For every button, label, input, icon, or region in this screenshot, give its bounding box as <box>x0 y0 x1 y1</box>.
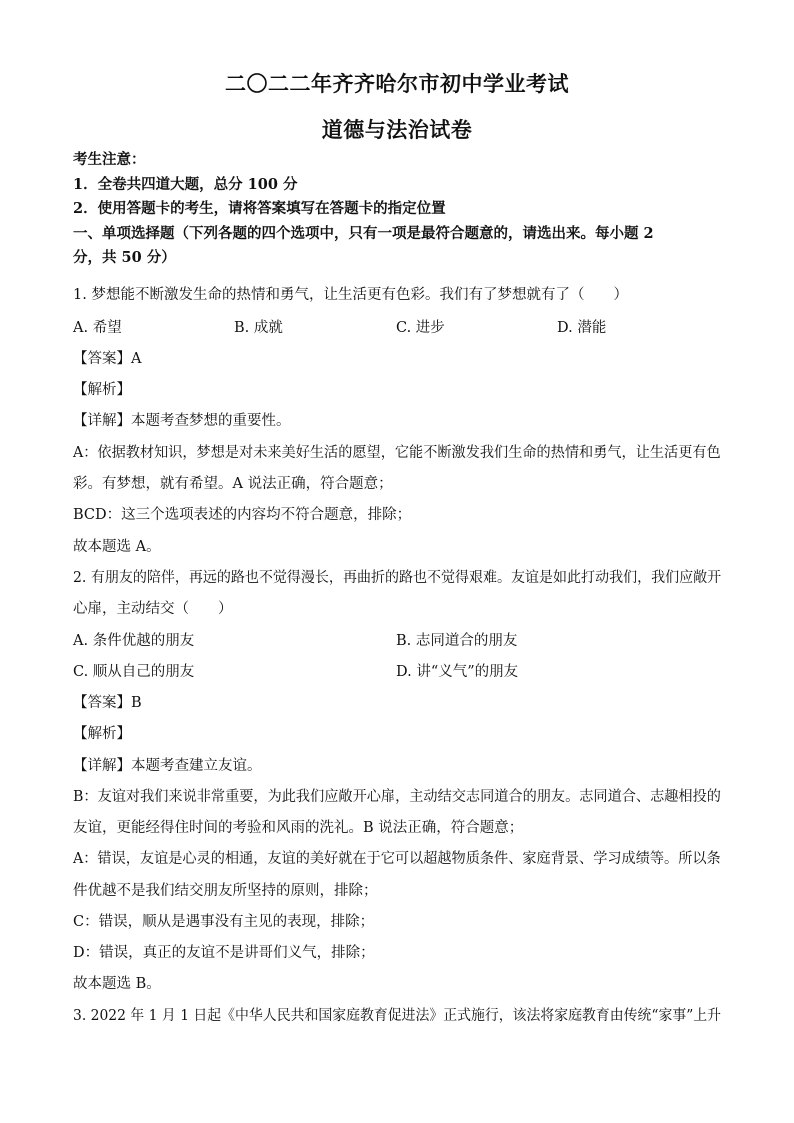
notice-item-1: 1．全卷共四道大题，总分 100 分 <box>73 176 298 193</box>
q2-explanation-line4: 件优越不是我们结交朋友所坚持的原则，排除； <box>73 883 378 899</box>
q2-option-b: B. 志同道合的朋友 <box>396 633 518 649</box>
q1-option-d: D. 潜能 <box>557 320 607 336</box>
q2-option-c: C. 顺从自己的朋友 <box>73 664 195 680</box>
q1-option-b: B. 成就 <box>234 320 283 336</box>
q2-explanation-line5: C：错误，顺从是遇事没有主见的表现，排除； <box>73 914 375 930</box>
notice-heading: 考生注意： <box>73 151 146 168</box>
section-heading-line2: 分，共 50 分） <box>73 249 176 266</box>
q3-stem-line1: 3. 2022 年 1 月 1 日起《中华人民共和国家庭教育促进法》正式施行，该法将家庭教育由传统“家事”上升 <box>73 1008 722 1024</box>
q2-detail: 【详解】本题考查建立友谊。 <box>73 758 262 774</box>
q1-explanation-line1: A：依据教材知识，梦想是对未来美好生活的愿望，它能不断激发我们生命的热情和勇气，让生活更有色 <box>73 445 721 461</box>
q1-detail: 【详解】本题考查梦想的重要性。 <box>73 413 291 429</box>
q2-explanation-line1: B：友谊对我们来说非常重要，为此我们应敞开心扉，主动结交志同道合的朋友。志同道合、志趣相投的 <box>73 789 721 805</box>
q1-conclusion: 故本题选 A。 <box>73 539 161 555</box>
q2-stem-line1: 2. 有朋友的陪伴，再远的路也不觉得漫长，再曲折的路也不觉得艰难。友谊是如此打动我们，我们应敞开 <box>73 570 722 586</box>
q2-stem-line2: 心扉，主动结交（ ） <box>73 601 233 617</box>
q1-option-a: A. 希望 <box>73 320 122 336</box>
q2-answer: 【答案】B <box>73 695 142 711</box>
section-heading-line1: 一、单项选择题（下列各题的四个选项中，只有一项是最符合题意的，请选出来。每小题 2 <box>73 225 654 242</box>
exam-title: 二〇二二年齐齐哈尔市初中学业考试 <box>225 71 569 96</box>
q2-explanation-line3: A：错误，友谊是心灵的相通，友谊的美好就在于它可以超越物质条件、家庭背景、学习成绩等。所以条 <box>73 851 721 867</box>
q1-explanation-line2: 彩。有梦想，就有希望。A 说法正确，符合题意； <box>73 476 393 492</box>
q2-explanation-line6: D：错误，真正的友谊不是讲哥们义气，排除； <box>73 945 375 961</box>
q2-option-d: D. 讲“义气”的朋友 <box>396 664 519 680</box>
q2-explanation-line2: 友谊，更能经得住时间的考验和风雨的洗礼。B 说法正确，符合题意； <box>73 820 524 836</box>
q1-analysis-label: 【解析】 <box>73 382 131 398</box>
q1-option-c: C. 进步 <box>396 320 445 336</box>
q1-stem: 1. 梦想能不断激发生命的热情和勇气，让生活更有色彩。我们有了梦想就有了（ ） <box>73 287 628 303</box>
q2-conclusion: 故本题选 B。 <box>73 976 161 992</box>
q2-option-a: A. 条件优越的朋友 <box>73 633 195 649</box>
exam-subject: 道德与法治试卷 <box>321 117 473 142</box>
notice-item-2: 2．使用答题卡的考生，请将答案填写在答题卡的指定位置 <box>73 200 446 217</box>
q1-explanation-line3: BCD：这三个选项表述的内容均不符合题意，排除； <box>73 507 412 523</box>
q2-analysis-label: 【解析】 <box>73 726 131 742</box>
q1-answer: 【答案】A <box>73 351 142 367</box>
